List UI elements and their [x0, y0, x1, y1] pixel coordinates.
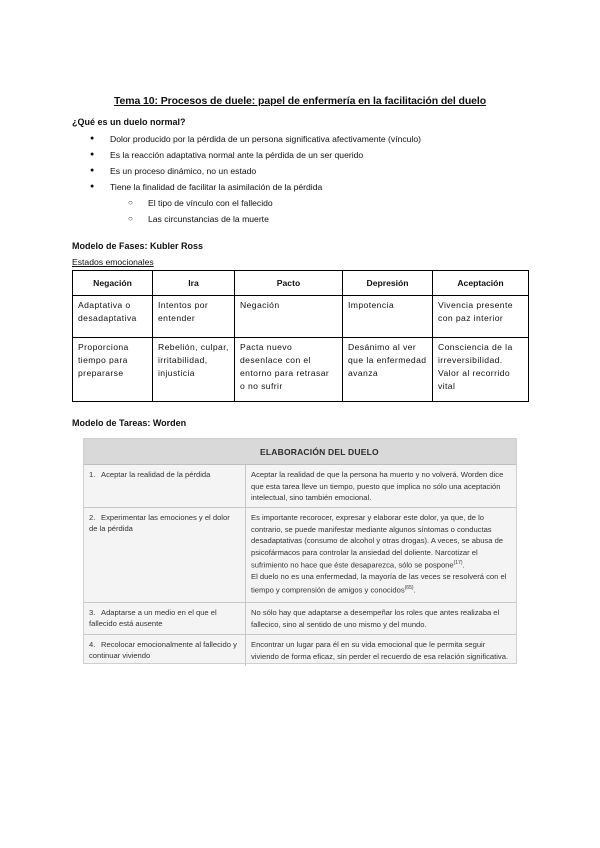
table-cell: Desánimo al ver que la enfermedad avanza	[343, 338, 433, 402]
table-cell: Consciencia de la irreversibilidad. Valor al recorrido vital	[433, 338, 529, 402]
worden-table-title: ELABORACIÓN DEL DUELO	[84, 439, 516, 465]
column-header: Depresión	[343, 271, 433, 296]
task-description: Aceptar la realidad de que la persona ha muerto y no volverá. Worden dice que esta tarea lleve un tiempo, puesto que implica no sólo una aceptación intelectual, sino también emocional.	[251, 470, 504, 502]
task-label: Experimentar las emociones y el dolor de la pérdida	[89, 513, 230, 533]
task-cell	[84, 465, 246, 507]
citation: (17)	[453, 560, 463, 566]
table-cell: Pacta nuevo desenlace con el entorno para retrasar o no sufrir	[235, 338, 343, 402]
table-header-row	[73, 271, 529, 296]
page-title: Tema 10: Procesos de duele: papel de enfermería en la facilitación del duelo	[113, 95, 487, 107]
citation: (65)	[404, 584, 414, 591]
column-header: Ira	[153, 271, 235, 296]
task-number: 2.	[89, 513, 96, 522]
table-cell: Vivencia presente con paz interior	[433, 296, 529, 338]
task-cell	[84, 635, 246, 666]
table-cell: Negación	[235, 296, 343, 338]
task-description: Es importante recorocer, expresar y elaborar este dolor, ya que, de lo contrario, se puede manifestar mediante algunos síntomas o conductas desadaptativas (consumo de alcohol y otras drogas). A veces, se abusa de psicofármacos para controlar la ansiedad del doliente. Narcotizar el sufrimiento no hace que éste desaparezca, sólo se pospone$^{(17)}$. El duelo no es una enfermedad, la mayoría de las veces se resolverá con el tiempo y comprensión de amigos y conocidos$^{(65)}$.	[251, 513, 507, 595]
worden-table	[83, 438, 517, 664]
table-row	[73, 338, 529, 402]
task-cell	[84, 603, 246, 634]
list-item	[90, 179, 550, 227]
kubler-subheading: Estados emocionales	[72, 257, 154, 267]
kubler-heading: Modelo de Fases: Kubler Ross	[72, 241, 204, 251]
task-description: No sólo hay que adaptarse a desempeñar los roles que antes realizaba el fallecico, sino al sentido de uno mismo y del mundo.	[251, 608, 500, 629]
table-cell: Proporciona tiempo para prepararse	[73, 338, 153, 402]
list-item: ● Dolor producido por la pérdida de un persona significativa afectivamente (vínculo)	[90, 131, 550, 147]
task-description-text: El duelo no es una enfermedad, la mayoría de las veces se resolverá con el tiempo y comprensión de amigos y conocidos	[251, 572, 507, 595]
section-question: ¿Qué es un duelo normal?	[72, 117, 186, 127]
table-row	[84, 465, 516, 508]
sub-bullet-list	[110, 195, 550, 227]
table-cell: Rebelión, culpar, irritabilidad, injusticia	[153, 338, 235, 402]
sub-list-item: ○ Las circunstancias de la muerte	[128, 211, 550, 227]
table-cell: Intentos por entender	[153, 296, 235, 338]
table-row	[73, 296, 529, 338]
task-description-text: Es importante recorocer, expresar y elaborar este dolor, ya que, de lo contrario, se puede manifestar mediante algunos síntomas o conductas desadaptativas (consumo de alcohol y otras drogas). A veces, se abusa de psicofármacos para controlar la ansiedad del doliente. Narcotizar el sufrimiento no hace que éste desaparezca, sólo se pospone	[251, 513, 504, 570]
list-item: ● Es la reacción adaptativa normal ante la pérdida de un ser querido	[90, 147, 550, 163]
table-cell: Adaptativa o desadaptativa	[73, 296, 153, 338]
task-number: 1.	[89, 470, 96, 479]
table-row	[84, 508, 516, 603]
table-cell: Impotencia	[343, 296, 433, 338]
table-row	[84, 635, 516, 666]
list-item-text: Tiene la finalidad de facilitar la asimilación de la pérdida	[110, 182, 323, 192]
task-number: 3.	[89, 608, 96, 617]
task-label: Recolocar emocionalmente al fallecido y continuar viviendo	[89, 640, 237, 660]
worden-heading: Modelo de Tareas: Worden	[72, 418, 187, 428]
list-item: ● Es un proceso dinámico, no un estado	[90, 163, 550, 179]
column-header: Aceptación	[433, 271, 529, 296]
column-header: Pacto	[235, 271, 343, 296]
kubler-table	[72, 270, 529, 402]
sub-list-item: ○ El tipo de vínculo con el fallecido	[128, 195, 550, 211]
column-header: Negación	[73, 271, 153, 296]
task-number: 4.	[89, 640, 96, 649]
bullet-list	[90, 131, 550, 227]
task-cell	[84, 508, 246, 602]
table-row	[84, 603, 516, 635]
task-label: Aceptar la realidad de la pérdida	[101, 470, 211, 479]
task-description: Encontrar un lugar para él en su vida emocional que le permita seguir viviendo de forma eficaz, sin perder el recuerdo de esa relación significativa.	[251, 640, 509, 661]
task-label: Adaptarse a un medio en el que el fallecido está ausente	[89, 608, 217, 628]
